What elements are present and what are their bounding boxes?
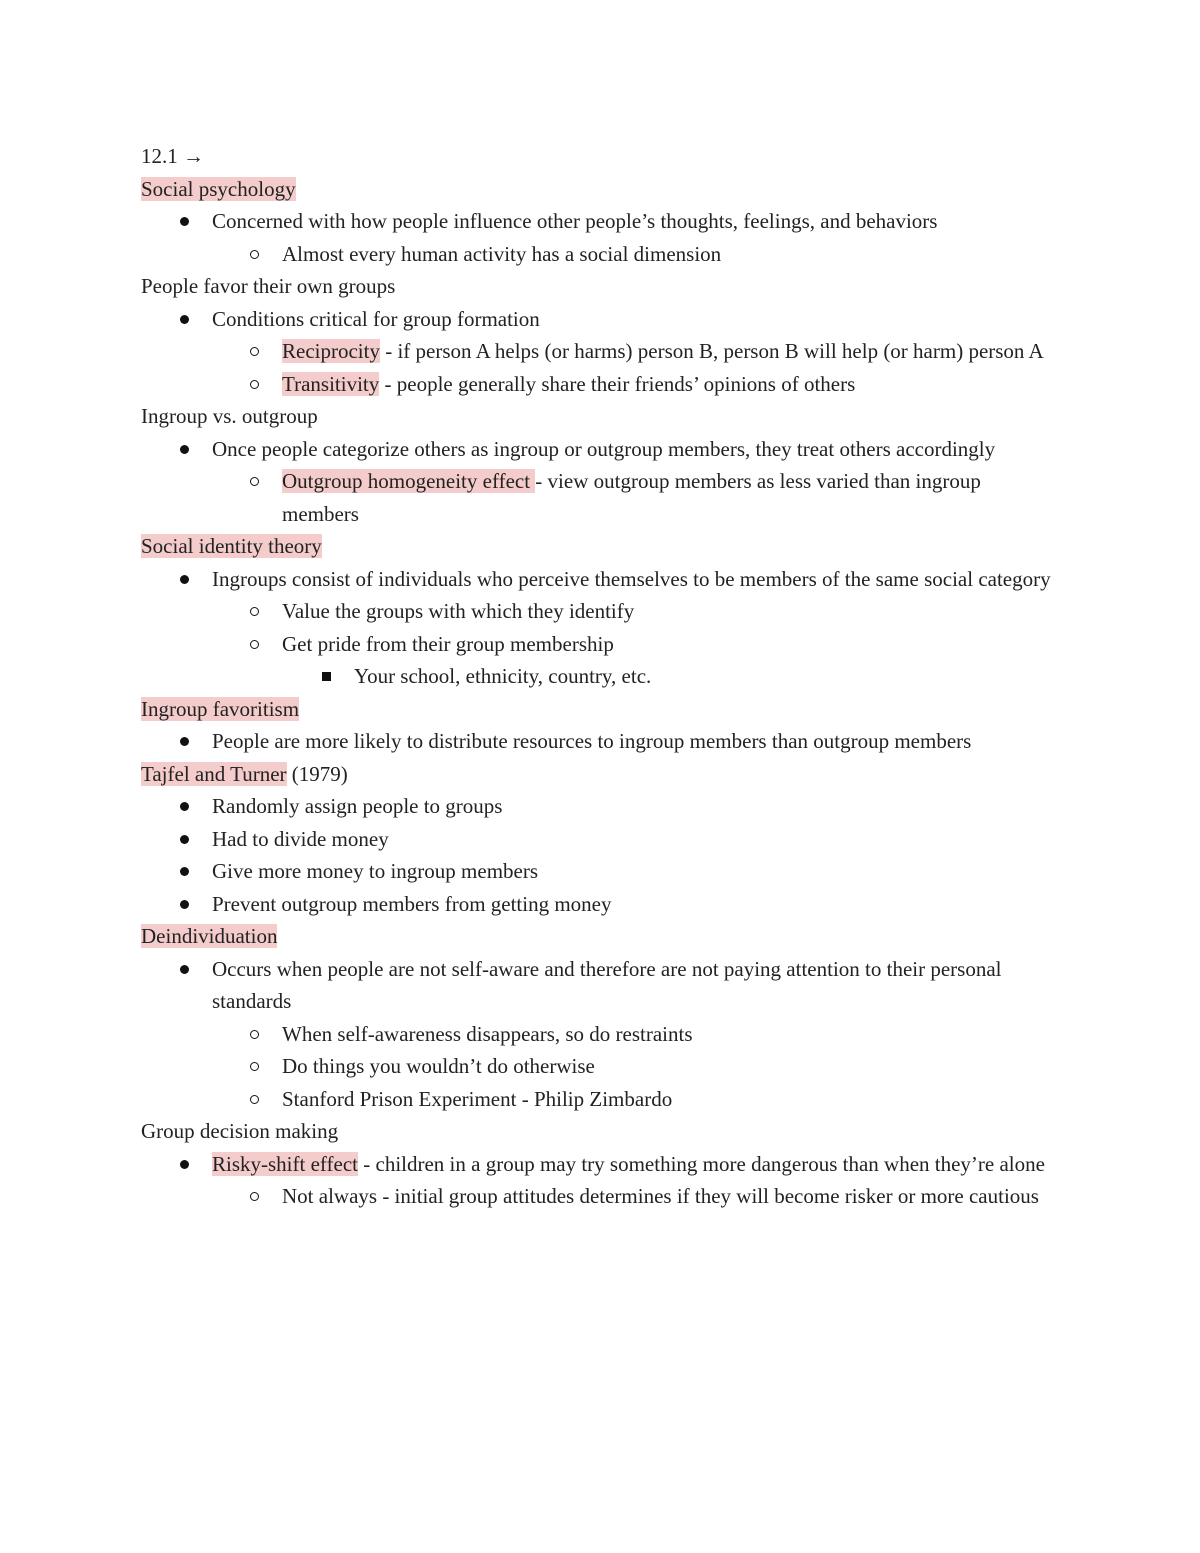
list-item: Reciprocity - if person A helps (or harms) person B, person B will help (or harm) person A [141,335,1061,368]
bullet-list [141,303,1061,401]
bullet-circle-icon [244,1180,264,1213]
bullet-circle-icon [244,368,264,401]
bullet-circle-icon [244,628,264,661]
bullet-list [141,563,1061,693]
list-item: Outgroup homogeneity effect - view outgroup members as less varied than ingroup members [141,465,1061,530]
bullet-circle-icon [244,595,264,628]
bullet-list [141,1148,1061,1213]
section-title-social-psychology [141,173,1061,206]
bullet-list [141,433,1061,531]
highlighted-term: Transitivity [282,371,380,396]
section-title-tajfel-turner: Tajfel and Turner (1979) [141,761,348,786]
bullet-circle-icon [244,335,264,368]
bullet-disc-icon [174,790,194,823]
highlighted-term: Reciprocity [282,339,380,363]
document-page [141,140,1061,1213]
list-item: People are more likely to distribute resources to ingroup members than outgroup members [141,725,1061,758]
bullet-disc-icon [174,433,194,466]
list-item: Give more money to ingroup members [141,855,1061,888]
highlighted-term: Ingroup favoritism [141,696,300,721]
page-heading: 12.1 → [141,144,204,168]
bullet-disc-icon [174,725,194,758]
bullet-disc-icon [174,855,194,888]
list-item: When self-awareness disappears, so do restraints [141,1018,1061,1051]
section-title-favor-groups: People favor their own groups [141,274,396,298]
bullet-circle-icon [244,1083,264,1116]
bullet-disc-icon [174,1148,194,1181]
list-item: Get pride from their group membership [141,628,1061,661]
bullet-circle-icon [244,238,264,271]
bullet-disc-icon [174,303,194,336]
section-title-ingroup-favoritism [141,693,1061,726]
list-item: Almost every human activity has a social dimension [141,238,1061,271]
list-item: Your school, ethnicity, country, etc. [141,660,1061,693]
highlighted-term: Tajfel and Turner [141,761,287,786]
list-item: Do things you wouldn’t do otherwise [141,1050,1061,1083]
highlighted-term: Social identity theory [141,534,322,558]
list-item: Had to divide money [141,823,1061,856]
bullet-disc-icon [174,205,194,238]
highlighted-term: Social psychology [141,176,296,201]
section-title-group-decision: Group decision making [141,1119,339,1143]
bullet-square-icon [316,660,336,693]
highlighted-term: Deindividuation [141,924,278,948]
list-item: Stanford Prison Experiment - Philip Zimbardo [141,1083,1061,1116]
section-title-social-identity [141,530,1061,563]
list-item: Risky-shift effect - children in a group may try something more dangerous than when they’re alone [141,1148,1061,1181]
bullet-list [141,725,1061,758]
bullet-circle-icon [244,1050,264,1083]
bullet-list [141,205,1061,270]
section-title-ingroup-outgroup: Ingroup vs. outgroup [141,404,318,428]
highlighted-term: Outgroup homogeneity effect [282,469,536,493]
list-item: Prevent outgroup members from getting money [141,888,1061,921]
list-item: Once people categorize others as ingroup or outgroup members, they treat others accordingly [141,433,1061,466]
list-item: Not always - initial group attitudes determines if they will become risker or more cautious [141,1180,1061,1213]
bullet-disc-icon [174,823,194,856]
bullet-disc-icon [174,953,194,986]
list-item: Ingroups consist of individuals who perceive themselves to be members of the same social category [141,563,1061,596]
bullet-circle-icon [244,465,264,498]
list-item: Randomly assign people to groups [141,790,1061,823]
bullet-circle-icon [244,1018,264,1051]
list-item: Transitivity - people generally share their friends’ opinions of others [141,368,1061,401]
list-item: Conditions critical for group formation [141,303,1061,336]
list-item: Value the groups with which they identify [141,595,1061,628]
section-title-deindividuation [141,920,1061,953]
bullet-list [141,953,1061,1116]
highlighted-term: Risky-shift effect [212,1151,358,1176]
bullet-list [141,790,1061,920]
bullet-disc-icon [174,563,194,596]
list-item: Occurs when people are not self-aware and therefore are not paying attention to their personal standards [141,953,1061,1018]
bullet-disc-icon [174,888,194,921]
list-item: Concerned with how people influence other people’s thoughts, feelings, and behaviors [141,205,1061,238]
